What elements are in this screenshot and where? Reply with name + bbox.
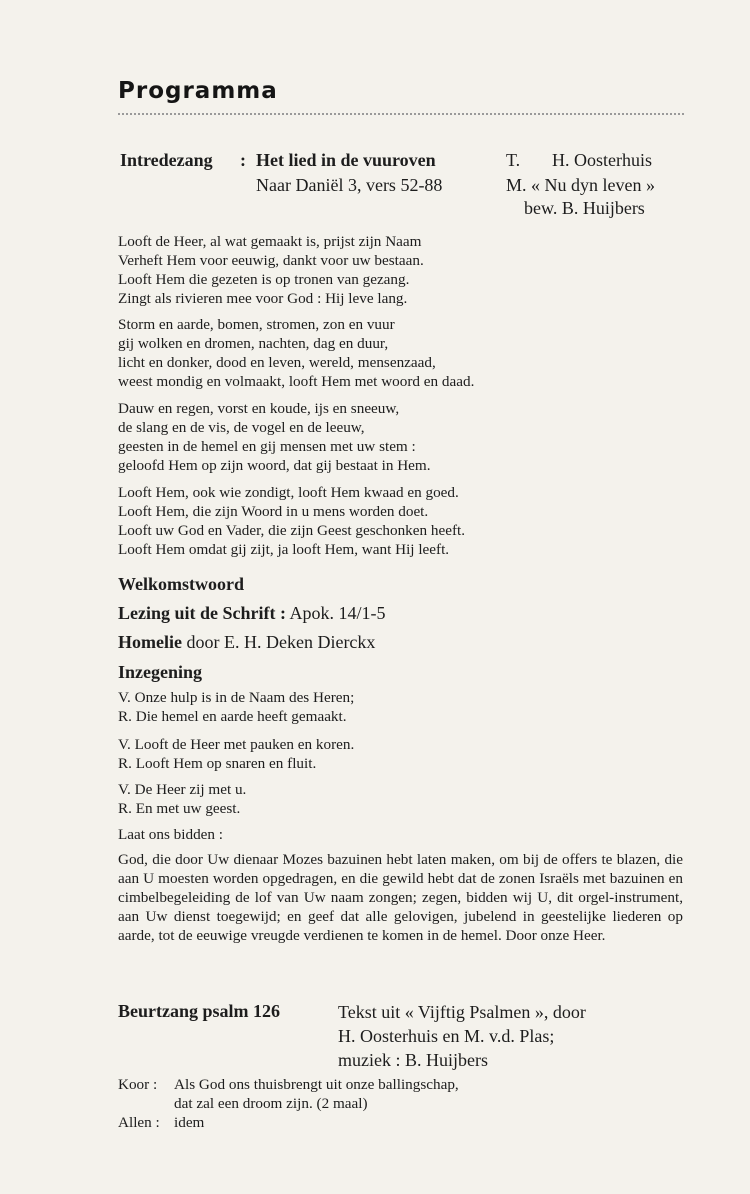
koor-line: Als God ons thuisbrengt uit onze ballingschap, [174,1076,459,1093]
title-divider [118,113,684,115]
intredezang-separator: : [240,150,246,170]
lezing-heading [118,603,386,624]
beurtzang-label: Beurtzang psalm 126 [118,1001,280,1021]
koor-line: dat zal een droom zijn. (2 maal) [174,1095,368,1112]
koor-label: Koor : [118,1076,158,1093]
stanza-2 [118,315,474,391]
beurtzang-info-line: Tekst uit « Vijftig Psalmen », door [338,1002,586,1022]
stanza-line: gij wolken en dromen, nachten, dag en duur, [118,335,389,352]
lezing-label: Lezing uit de Schrift [118,603,276,623]
stanza-3 [118,399,431,475]
homelie-speaker: door E. H. Deken Dierckx [186,632,376,652]
response-line: R. Looft Hem op snaren en fluit. [118,755,317,772]
stanza-line: Looft uw God en Vader, die zijn Geest geschonken heeft. [118,522,466,539]
beurtzang-info-line: H. Oosterhuis en M. v.d. Plas; [338,1026,555,1046]
response-line: R. En met uw geest. [118,800,241,817]
versicle-line: V. Looft de Heer met pauken en koren. [118,736,355,753]
stanza-line: licht en donker, dood en leven, wereld, mensenzaad, [118,354,436,371]
stanza-line: de slang en de vis, de vogel en de leeuw, [118,419,365,436]
lezing-separator: : [280,603,286,623]
welkomstwoord-label: Welkomstwoord [118,574,244,594]
stanza-line: Storm en aarde, bomen, stromen, zon en vuur [118,316,395,333]
stanza-4 [118,483,465,559]
stanza-line: Dauw en regen, vorst en koude, ijs en sneeuw, [118,400,400,417]
prayer-text: God, die door Uw dienaar Mozes bazuinen hebt laten maken, om bij de offers te blazen, die aan U moesten worden opgedragen, en die gewild hebt dat de zonen Israëls met bazuinen en cimbelbegeleiding de lof van Uw naam zongen; zegen, bidden wij U, dit orgel-instrument, aan Uw dienst toegewijd; en geef dat alle gelovigen, jubelend in geestelijke liederen op aarde, tot de eeuwige vreugde verdienen te komen in de hemel. Door onze Heer. [118,851,683,944]
laat-ons-bidden [118,825,223,844]
stanza-line: Looft Hem, die zijn Woord in u mens worden doet. [118,503,429,520]
credit-text-author: H. Oosterhuis [552,150,652,170]
intredezang-label: Intredezang [120,150,213,170]
stanza-line: Looft Hem omdat gij zijt, ja looft Hem, want Hij leeft. [118,541,450,558]
stanza-line: weest mondig en volmaakt, looft Hem met woord en daad. [118,373,475,390]
stanza-line: geesten in de hemel en gij mensen met uw stem : [118,438,416,455]
homelie-heading [118,632,375,653]
beurtzang-info [338,1000,586,1072]
intredezang-source: Naar Daniël 3, vers 52-88 [256,175,443,195]
intredezang-song-title: Het lied in de vuuroven [256,150,436,170]
homelie-label: Homelie [118,632,182,652]
welkomstwoord-heading [118,574,244,595]
versicle-pair-1 [118,688,354,726]
versicle-line: V. Onze hulp is in de Naam des Heren; [118,689,355,706]
versicle-line: V. De Heer zij met u. [118,781,247,798]
response-line: R. Die hemel en aarde heeft gemaakt. [118,708,347,725]
stanza-line: Zingt als rivieren mee voor God : Hij leve lang. [118,290,408,307]
inzegening-heading [118,662,202,683]
stanza-1 [118,232,424,308]
lezing-reference: Apok. 14/1-5 [289,603,386,623]
versicle-pair-3 [118,780,246,818]
stanza-line: Looft Hem, ook wie zondigt, looft Hem kwaad en goed. [118,484,459,501]
prayer-intro: Laat ons bidden : [118,826,224,843]
allen-text: idem [174,1114,205,1131]
credit-melody: M. « Nu dyn leven » [506,175,655,195]
page-title: Programma [118,78,278,104]
stanza-line: geloofd Hem op zijn woord, dat gij bestaat in Hem. [118,457,431,474]
stanza-line: Looft Hem die gezeten is op tronen van gezang. [118,271,410,288]
stanza-line: Verheft Hem voor eeuwig, dankt voor uw bestaan. [118,252,424,269]
credit-arrangement: bew. B. Huijbers [524,198,645,218]
allen-label: Allen : [118,1114,160,1131]
versicle-pair-2 [118,735,354,773]
stanza-line: Looft de Heer, al wat gemaakt is, prijst zijn Naam [118,233,422,250]
credit-text-prefix: T. [506,150,521,170]
beurtzang-info-line: muziek : B. Huijbers [338,1050,488,1070]
inzegening-label: Inzegening [118,662,203,682]
